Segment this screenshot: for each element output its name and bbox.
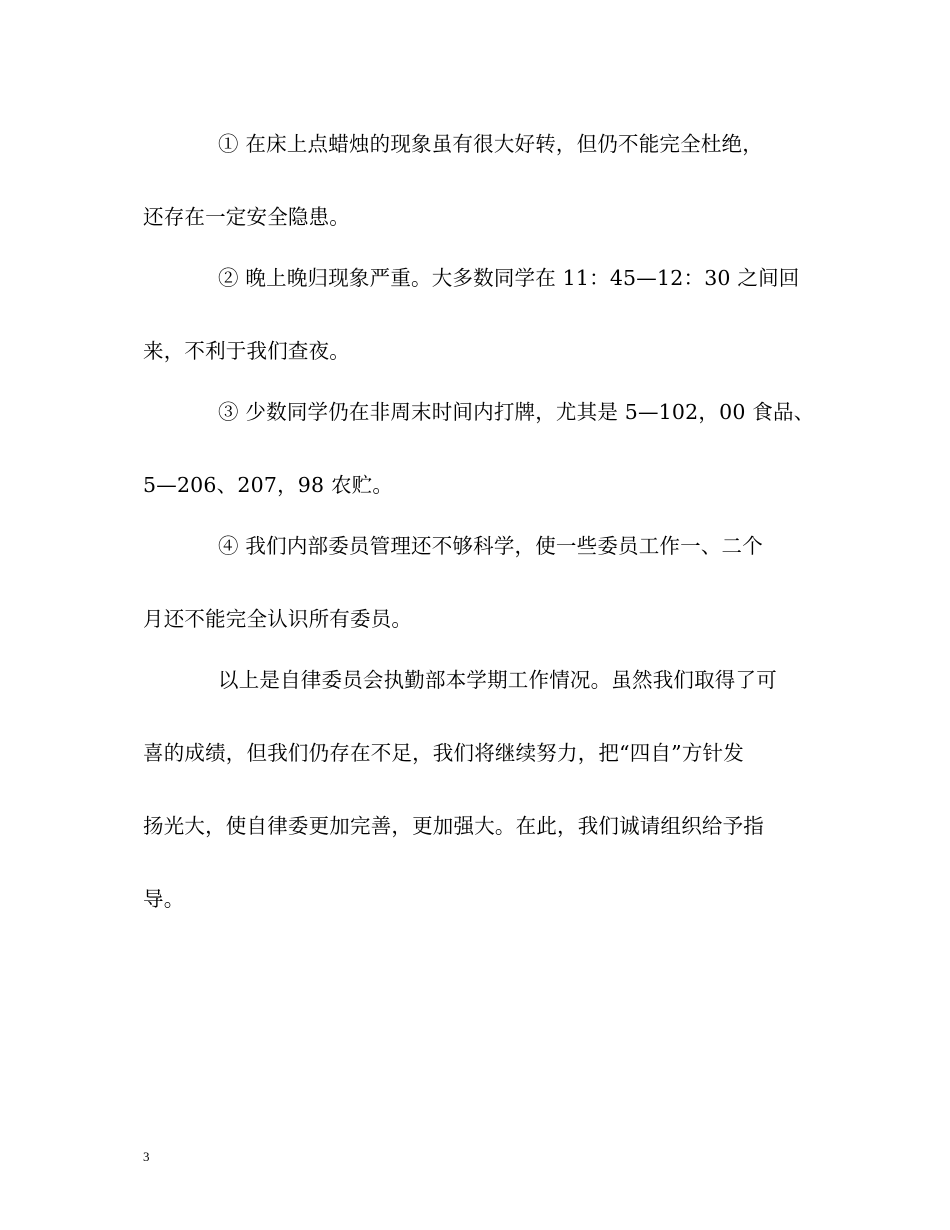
list-item-4-line-1: ④ 我们内部委员管理还不够科学，使一些委员工作一、二个 — [218, 534, 763, 558]
summary-paragraph-line-2: 喜的成绩，但我们仍存在不足，我们将继续努力，把“四自”方针发 — [143, 741, 744, 765]
list-item-3-line-1: ③ 少数同学仍在非周末时间内打牌，尤其是 5—102，00 食品、 — [218, 400, 815, 424]
list-item-1-line-2: 还存在一定安全隐患。 — [143, 205, 350, 229]
list-item-1-line-1: ① 在床上点蜡烛的现象虽有很大好转，但仍不能完全杜绝， — [218, 132, 763, 156]
list-item-2-line-2: 来，不利于我们查夜。 — [143, 339, 350, 363]
summary-paragraph-line-1: 以上是自律委员会执勤部本学期工作情况。虽然我们取得了可 — [218, 668, 777, 692]
list-item-4-line-2: 月还不能完全认识所有委员。 — [143, 607, 413, 631]
page-number: 3 — [143, 1149, 150, 1164]
list-item-3-line-2: 5—206、207，98 农贮。 — [143, 473, 394, 497]
summary-paragraph-line-3: 扬光大，使自律委更加完善，更加强大。在此，我们诚请组织给予指 — [143, 814, 764, 838]
summary-paragraph-line-4: 导。 — [143, 887, 185, 911]
list-item-2-line-1: ② 晚上晚归现象严重。大多数同学在 11：45—12：30 之间回 — [218, 266, 800, 290]
